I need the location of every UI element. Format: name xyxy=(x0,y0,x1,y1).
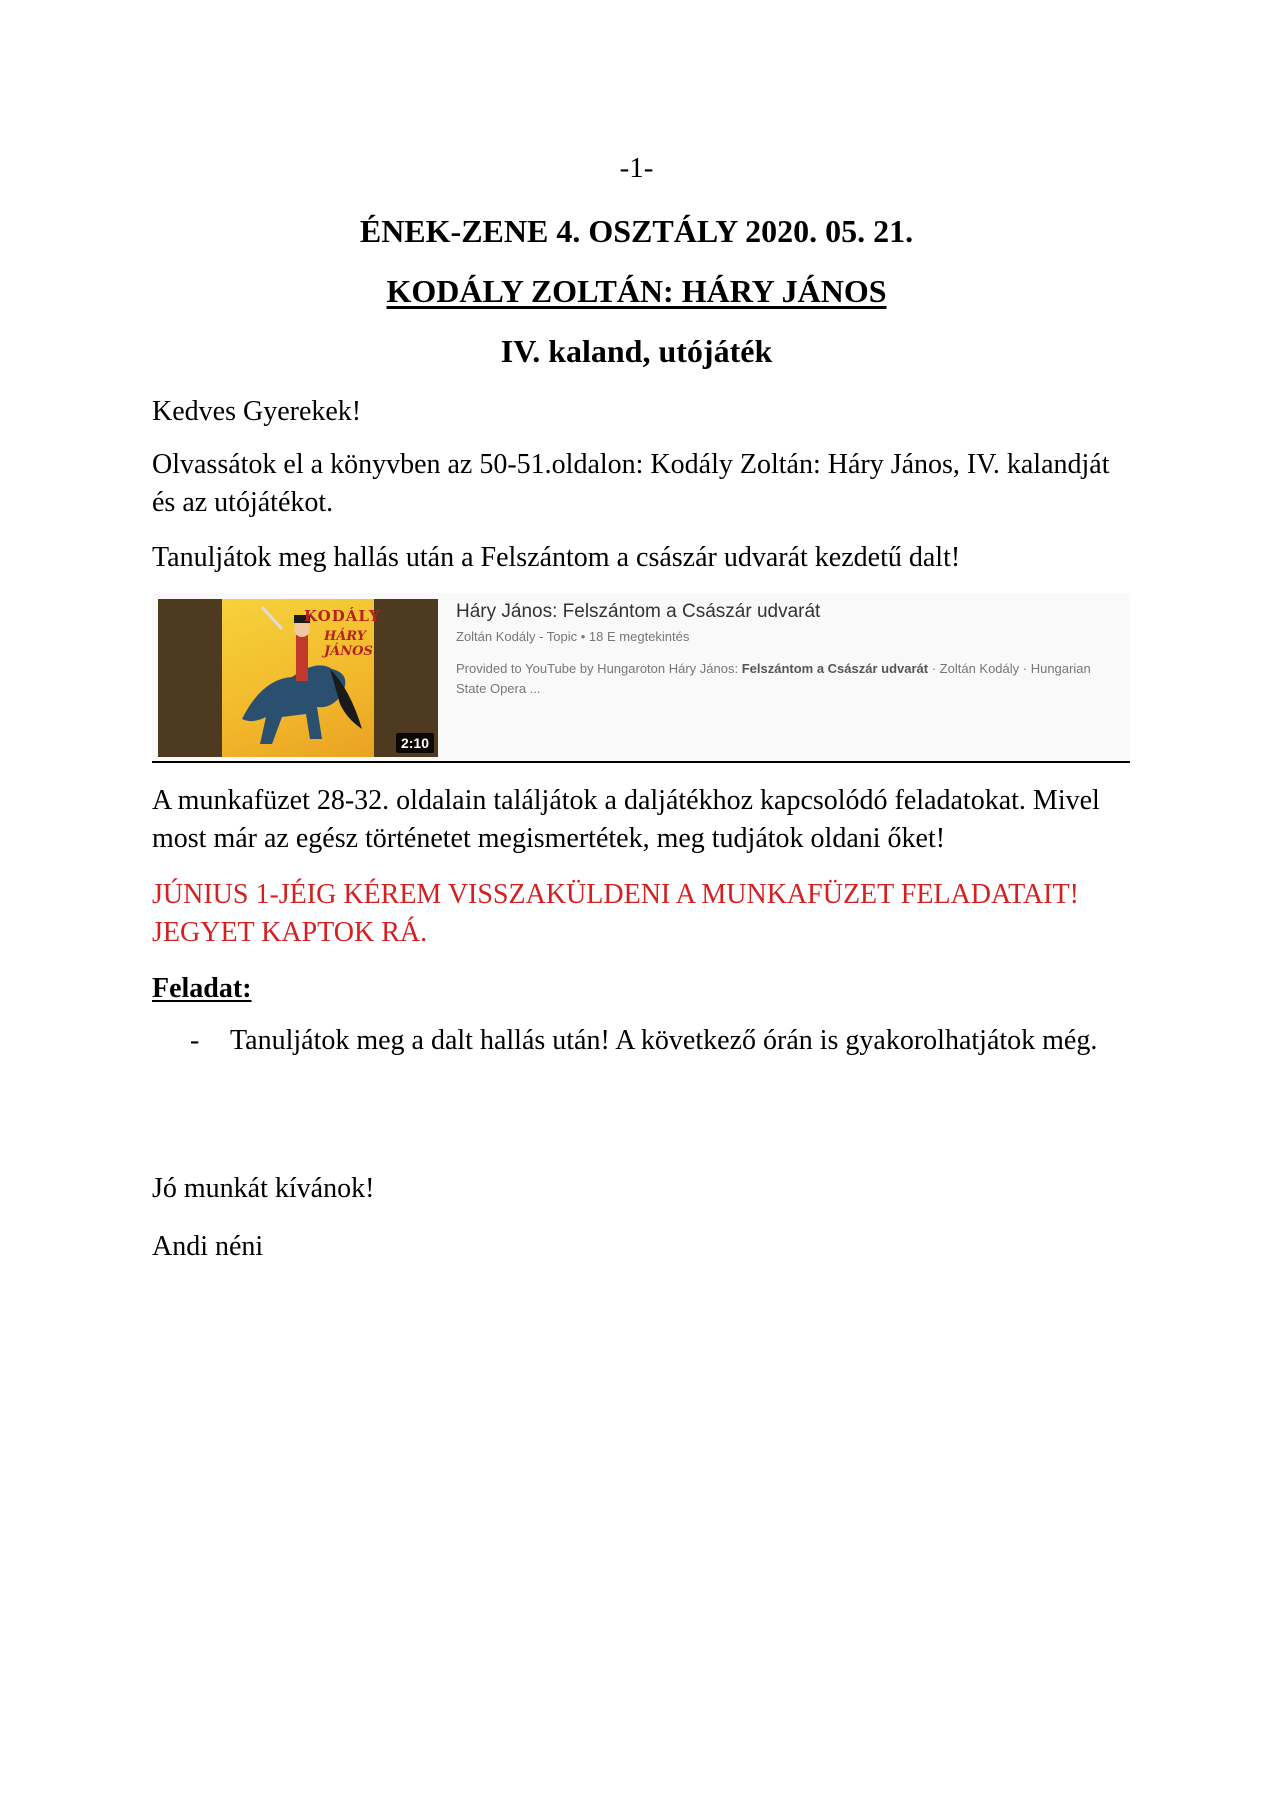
video-desc-bold: Felszántom a Császár udvarát xyxy=(741,661,929,676)
video-desc-prefix: Provided to YouTube by Hungaroton Háry János: xyxy=(456,661,742,676)
video-title-link[interactable]: Háry János: Felszántom a Császár udvarát xyxy=(456,601,821,622)
divider-line xyxy=(152,761,1130,763)
task-item-text: Tanuljátok meg a dalt hallás után! A következő órán is gyakorolhatjátok még. xyxy=(230,1025,1098,1056)
album-cover-art xyxy=(222,599,381,757)
section-title: IV. kaland, utójáték xyxy=(500,333,773,369)
video-description xyxy=(456,659,1116,699)
document-subtitle: KODÁLY ZOLTÁN: HÁRY JÁNOS xyxy=(386,273,887,309)
closing-text: Jó munkát kívánok! xyxy=(152,1173,375,1204)
deadline-notice: JÚNIUS 1-JÉIG KÉREM VISSZAKÜLDENI A MUNKAFÜZET FELADATAIT! JEGYET KAPTOK RÁ. xyxy=(152,879,1079,948)
read-instruction: Olvassátok el a könyvben az 50-51.oldalon: Kodály Zoltán: Háry János, IV. kalandját és az utójátékot. xyxy=(152,449,1110,518)
video-thumbnail[interactable] xyxy=(158,599,438,757)
learn-instruction: Tanuljátok meg hallás után a Felszántom a császár udvarát kezdetű dalt! xyxy=(152,542,961,573)
video-channel-meta: Zoltán Kodály - Topic • 18 E megtekintés xyxy=(456,629,690,644)
thumb-subtitle: HÁRY JÁNOS xyxy=(324,629,373,659)
thumb-title: KODÁLY xyxy=(304,607,381,625)
signature: Andi néni xyxy=(152,1231,264,1262)
document-title: ÉNEK-ZENE 4. OSZTÁLY 2020. 05. 21. xyxy=(359,213,914,249)
task-list-item xyxy=(190,1022,1130,1060)
greeting: Kedves Gyerekek! xyxy=(152,396,362,427)
video-result-card[interactable] xyxy=(152,593,1130,763)
page-number: -1- xyxy=(619,152,654,184)
workbook-text: A munkafüzet 28-32. oldalain találjátok a daljátékhoz kapcsolódó feladatokat. Mivel most már az egész történetet megismertétek, meg tudjátok oldani őket! xyxy=(152,785,1100,854)
video-duration-badge: 2:10 xyxy=(396,733,434,753)
list-bullet: - xyxy=(190,1025,200,1056)
task-heading: Feladat: xyxy=(152,973,252,1004)
video-desc-suffix: · Zoltán Kodály · Hungarian State Opera ... xyxy=(456,661,1091,696)
